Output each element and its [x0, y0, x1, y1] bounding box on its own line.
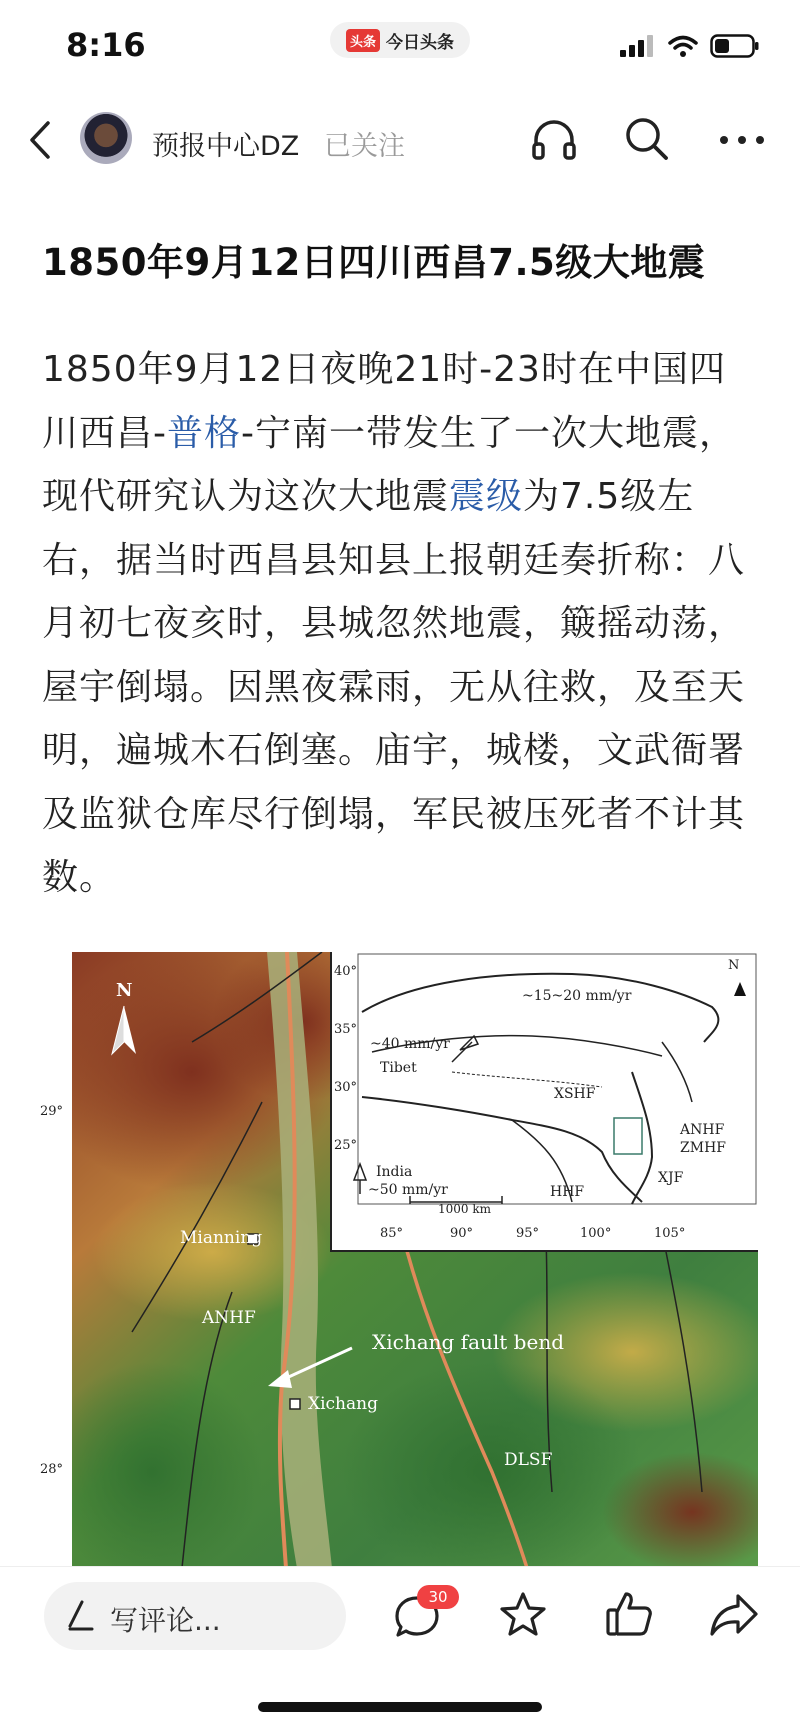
label-xichang: Xichang	[308, 1394, 378, 1414]
inset-label-anhf: ANHF	[680, 1122, 725, 1138]
label-fault-bend: Xichang fault bend	[372, 1330, 565, 1354]
inset-lon-105: 105°	[654, 1226, 686, 1241]
home-indicator	[258, 1702, 542, 1712]
inset-map	[330, 952, 758, 1252]
link-puge[interactable]: 普格	[167, 412, 242, 454]
status-time: 8:16	[66, 26, 146, 64]
search-icon[interactable]	[624, 116, 670, 162]
latitude-label-28: 28°	[40, 1462, 64, 1477]
inset-label-india: India	[376, 1164, 413, 1180]
share-icon[interactable]	[708, 1592, 760, 1638]
para-text-1: 1850年9月12日夜晚21时-23时在中国四川西昌-	[42, 349, 726, 454]
comment-placeholder[interactable]: 写评论...	[110, 1604, 221, 1637]
inset-north-label: N	[728, 958, 740, 973]
link-magnitude[interactable]: 震级	[449, 476, 524, 517]
inset-label-zmhf: ZMHF	[680, 1140, 726, 1156]
more-icon[interactable]	[718, 134, 766, 146]
inset-lat-30: 30°	[334, 1080, 358, 1095]
headphones-icon[interactable]	[530, 116, 578, 164]
inset-label-hhf: HHF	[550, 1184, 585, 1200]
para-text-3: 为7.5级左右，据当时西昌县知县上报朝廷奏折称：八月初七夜亥时，县城忽然地震，簸摇动荡，屋宇倒塌。因黑夜霖雨，无从往救，及至天明，遍城木石倒塞。庙宇，城楼，文武衙署及监狱仓库尽行倒塌，军民被压死者不计其数。	[42, 476, 746, 898]
inset-rate-north: ~15~20 mm/yr	[522, 988, 632, 1004]
inset-lat-35: 35°	[334, 1022, 358, 1037]
inset-lon-90: 90°	[450, 1226, 474, 1241]
like-icon[interactable]	[604, 1588, 654, 1640]
inset-lat-40: 40°	[334, 964, 358, 979]
inset-rate-tibet: ~40 mm/yr	[370, 1036, 450, 1052]
return-to-app-pill[interactable]	[330, 22, 470, 58]
para-text-2: -宁南一带发生了一次大地震，现代研究认为这次大地震	[42, 412, 737, 517]
pen-icon	[66, 1600, 94, 1632]
inset-label-tibet: Tibet	[380, 1060, 417, 1076]
inset-scale-label: 1000 km	[438, 1202, 492, 1216]
inset-label-xshf: XSHF	[554, 1086, 596, 1102]
label-anhf: ANHF	[202, 1308, 256, 1328]
back-icon[interactable]	[26, 120, 56, 160]
follow-status[interactable]: 已关注	[324, 131, 405, 162]
article-paragraph	[42, 338, 762, 910]
article-title: 1850年9月12日四川西昌7.5级大地震	[42, 241, 706, 284]
inset-lon-85: 85°	[380, 1226, 404, 1241]
signal-icon	[620, 35, 656, 57]
app-logo: 头条	[346, 29, 380, 52]
label-mianning: Mianning	[180, 1228, 263, 1248]
avatar[interactable]	[80, 112, 132, 164]
north-label: N	[116, 980, 133, 1001]
latitude-label-29: 29°	[40, 1104, 64, 1119]
inset-lat-25: 25°	[334, 1138, 358, 1153]
battery-icon	[710, 34, 760, 58]
star-icon[interactable]	[498, 1590, 548, 1640]
fault-map-image[interactable]	[72, 952, 758, 1568]
comment-count-badge: 30	[417, 1585, 459, 1609]
inset-lon-100: 100°	[580, 1226, 612, 1241]
inset-label-xjf: XJF	[658, 1170, 684, 1186]
wifi-icon	[668, 35, 698, 57]
label-dlsf: DLSF	[504, 1450, 553, 1470]
status-indicators	[620, 34, 760, 58]
account-name[interactable]: 预报中心DZ	[152, 131, 300, 162]
inset-lon-95: 95°	[516, 1226, 540, 1241]
app-name: 今日头条	[386, 32, 454, 53]
inset-rate-india: ~50 mm/yr	[368, 1182, 448, 1198]
